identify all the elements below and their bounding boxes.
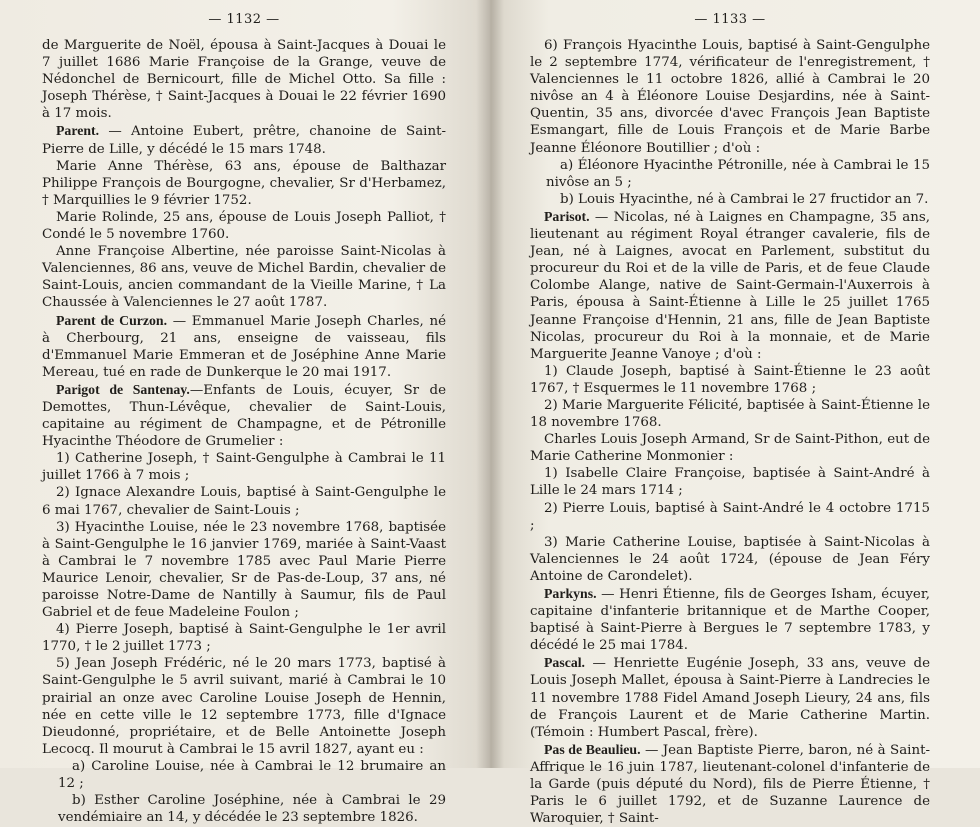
right-page bbox=[490, 0, 980, 827]
list-item: 5) Jean Joseph Frédéric, né le 20 mars 1773, baptisé à Saint-Gengulphe le 5 avril suivant, marié à Cambrai le 10 prairial an onze avec Caroline Louise Joseph de Hennin, née en cette ville le 12 septembre 1773, fille d'Ignace Dieudonné, propriétaire, et de Belle Antoinette Joseph Lecocq. Il mourut à Cambrai le 15 avril 1827, ayant eu : bbox=[42, 656, 446, 757]
entry-parisot: Parisot. — Nicolas, né à Laignes en Champagne, 35 ans, lieutenant au régiment Royal étranger cavalerie, fils de Jean, né à Laignes, avocat en Parlement, substitut du procureur du Roi et de la ville de Paris, et de feue Claude Colombe Alange, native de Saint-Germain-l'Auxerrois à Paris, épousa à Saint-Étienne à Lille le 25 juillet 1765 Jeanne Françoise d'Hennin, 21 ans, fille de Jean Baptiste Nicolas, procureur du Roi à la monnaie, et de Marie Marguerite Jeanne Vanoye ; d'où : bbox=[530, 208, 931, 362]
entry-head: Parent. bbox=[56, 123, 100, 139]
list-item: 1) Claude Joseph, baptisé à Saint-Étienne le 23 août 1767, † Esquermes le 11 novembre 1768 ; bbox=[530, 363, 930, 396]
entry-parent: Parent. — Antoine Eubert, prêtre, chanoine de Saint-Pierre de Lille, y décédé le 15 mars 1748. bbox=[42, 123, 446, 157]
left-page-body bbox=[42, 37, 446, 826]
list-subitem: a) Éléonore Hyacinthe Pétronille, née à Cambrai le 15 nivôse an 5 ; bbox=[546, 157, 930, 190]
entry-head: Parisot. bbox=[544, 208, 590, 224]
list-item: 4) Pierre Joseph, baptisé à Saint-Gengulphe le 1er avril 1770, † le 2 juillet 1773 ; bbox=[42, 622, 446, 655]
list-subitem: b) Louis Hyacinthe, né à Cambrai le 27 fructidor an 7. bbox=[560, 191, 929, 207]
entry-pascal: Pascal. — Henriette Eugénie Joseph, 33 ans, veuve de Louis Joseph Mallet, épousa à Saint-Pierre à Landrecies le 11 novembre 1788 Fidel Amand Joseph Lieury, 24 ans, fils de François Laurent et de Marie Catherine Martin. (Témoin : Humbert Pascal, frère). bbox=[530, 655, 930, 740]
list-item: 2) Marie Marguerite Félicité, baptisée à Saint-Étienne le 18 novembre 1768. bbox=[530, 397, 930, 431]
right-page-body bbox=[530, 37, 930, 827]
list-item: 3) Marie Catherine Louise, baptisée à Saint-Nicolas à Valenciennes le 24 août 1724, (épouse de Jean Féry Antoine de Carondelet). bbox=[530, 534, 930, 584]
entry-head: Parigot de Santenay. bbox=[56, 381, 190, 397]
entry-head: Pas de Beaulieu. bbox=[544, 741, 641, 757]
list-item: 1) Catherine Joseph, † Saint-Gengulphe à Cambrai le 11 juillet 1766 à 7 mois ; bbox=[42, 451, 446, 484]
entry-head: Parent de Curzon. bbox=[56, 312, 168, 328]
entry-beaulieu: Pas de Beaulieu. — Jean Baptiste Pierre, baron, né à Saint-Affrique le 16 juin 1787, lieutenant-colonel d'infanterie de la Garde (puis député du Nord), fils de Pierre Étienne, † Paris le 6 juillet 1792, et de Suzanne Laurence de Waroquier, † Saint- bbox=[530, 741, 930, 827]
paragraph: Marie Rolinde, 25 ans, épouse de Louis Joseph Palliot, † Condé le 5 novembre 1760. bbox=[42, 209, 446, 243]
entry-parkyns: Parkyns. — Henri Étienne, fils de Georges Isham, écuyer, capitaine d'infanterie britannique et de Marthe Cooper, baptisé à Saint-Pierre à Bergues le 7 septembre 1783, y décédé le 25 mai 1784. bbox=[530, 586, 930, 654]
paragraph: Charles Louis Joseph Armand, Sr de Saint-Pithon, eut de Marie Catherine Monmonier : bbox=[530, 432, 930, 465]
left-page-number: — 1132 — bbox=[208, 12, 280, 27]
list-item: 2) Ignace Alexandre Louis, baptisé à Saint-Gengulphe le 6 mai 1767, chevalier de Saint-Louis ; bbox=[42, 485, 446, 518]
entry-head: Pascal. bbox=[544, 655, 585, 671]
list-subitem: a) Caroline Louise, née à Cambrai le 12 brumaire an 12 ; bbox=[58, 758, 446, 792]
paragraph: Anne Françoise Albertine, née paroisse Saint-Nicolas à Valenciennes, 86 ans, veuve de Michel Bardin, chevalier de Saint-Louis, ancien commandant de la Vieille Marine, † La Chaussée à Valenciennes le 27 août 1787. bbox=[42, 244, 446, 311]
entry-head: Parkyns. bbox=[544, 586, 597, 601]
list-item: 1) Isabelle Claire Françoise, baptisée à Saint-André à Lille le 24 mars 1714 ; bbox=[530, 466, 930, 499]
right-page-number: — 1133 — bbox=[694, 12, 766, 27]
entry-curzon: Parent de Curzon. — Emmanuel Marie Joseph Charles, né à Cherbourg, 21 ans, enseigne de vaisseau, fils d'Emmanuel Marie Emmeran et de Joséphine Anne Marie Mereau, tué en rade de Dunkerque le 20 mai 1917. bbox=[42, 312, 446, 380]
list-item: 2) Pierre Louis, baptisé à Saint-André le 4 octobre 1715 ; bbox=[530, 500, 930, 533]
paragraph: Marie Anne Thérèse, 63 ans, épouse de Balthazar Philippe François de Bourgogne, chevalier, Sr d'Herbamez, † Marquillies le 9 février 1752. bbox=[42, 158, 446, 208]
entry-santenay: Parigot de Santenay.—Enfants de Louis, écuyer, Sr de Demottes, Thun-Lévêque, chevalier de Saint-Louis, capitaine au régiment de Champagne, et de Pétronille Hyacinthe Théodore de Grumelier : bbox=[42, 381, 446, 450]
list-item: 3) Hyacinthe Louise, née le 23 novembre 1768, baptisée à Saint-Gengulphe le 16 janvier 1769, mariée à Saint-Vaast à Cambrai le 7 novembre 1785 avec Paul Marie Pierre Maurice Lenoir, chevalier, Sr de Pas-de-Loup, 37 ans, né paroisse Notre-Dame de Nantilly à Saumur, fils de Paul Gabriel et de feue Madeleine Foulon ; bbox=[42, 519, 446, 621]
list-item: 6) François Hyacinthe Louis, baptisé à Saint-Gengulphe le 2 septembre 1774, vérificateur de l'enregistrement, † Valenciennes le 11 octobre 1826, allié à Cambrai le 20 nivôse an 4 à Éléonore Louise Desjardins, née à Saint-Quentin, 35 ans, divorcée d'avec François Jean Baptiste Esmangart, fille de Louis François et de Marie Barbe Jeanne Éléonore Boutillier ; d'où : bbox=[530, 38, 930, 156]
paragraph: de Marguerite de Noël, épousa à Saint-Jacques à Douai le 7 juillet 1686 Marie Françoise de la Grange, veuve de Nédonchel de Bernicourt, fille de Michel Otto. Sa fille : Joseph Thérèse, † Saint-Jacques à Douai le 22 février 1690 à 17 mois. bbox=[42, 38, 446, 122]
left-page bbox=[0, 0, 490, 826]
list-subitem: b) Esther Caroline Joséphine, née à Cambrai le 29 vendémiaire an 14, y décédée le 23 septembre 1826. bbox=[58, 793, 446, 826]
